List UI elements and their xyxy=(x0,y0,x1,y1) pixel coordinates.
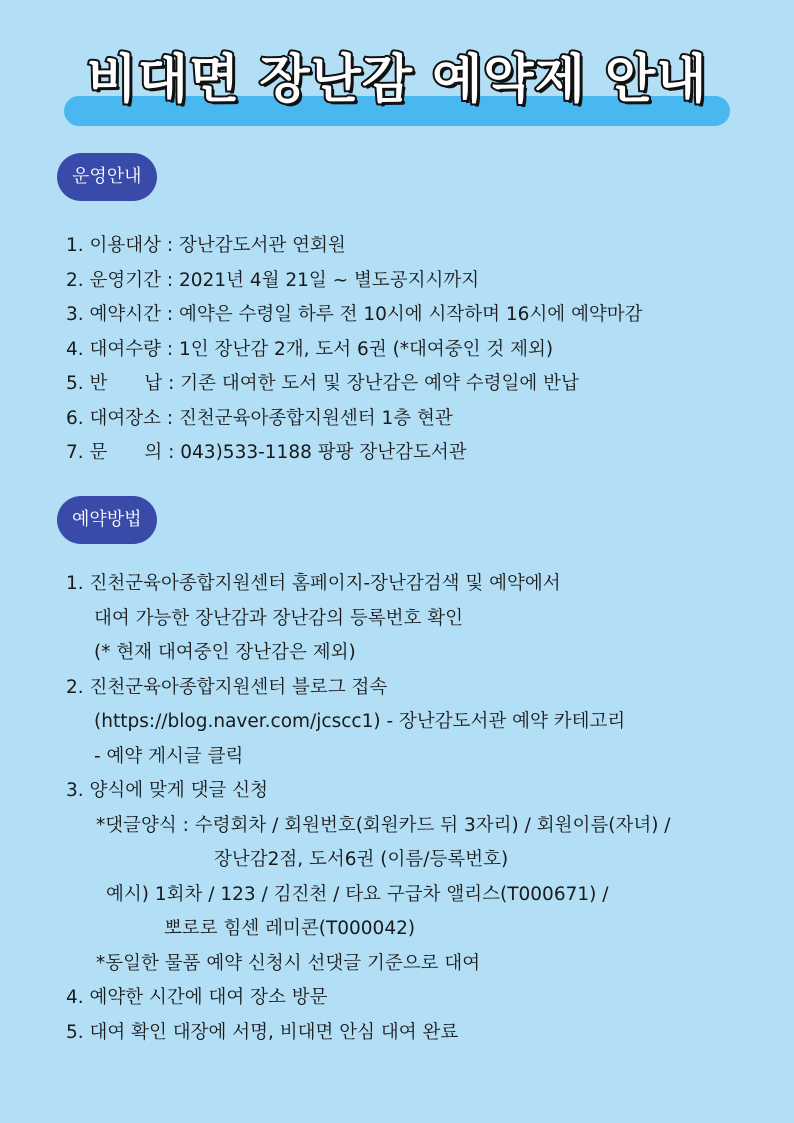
comment-format-continuation: 장난감2점, 도서6권 (이름/등록번호) xyxy=(214,849,509,870)
section-badge-operation: 운영안내 xyxy=(57,153,157,201)
list-item: 1. 이용대상 : 장난감도서관 연회원 xyxy=(66,235,346,256)
operation-list xyxy=(66,229,643,471)
comment-format: *댓글양식 : 수령회차 / 회원번호(회원카드 뒤 3자리) / 회원이름(자녀) / xyxy=(96,814,671,836)
page-title: 비대면 장난감 예약제 안내 xyxy=(86,50,708,110)
list-item: 4. 예약한 시간에 대여 장소 방문 xyxy=(66,987,328,1008)
list-item: 3. 예약시간 : 예약은 수령일 하루 전 10시에 시작하며 16시에 예약마감 xyxy=(66,304,643,325)
list-item: 2. 운영기간 : 2021년 4월 21일 ~ 별도공지시까지 xyxy=(66,269,480,291)
list-item: 5. 반 납 : 기존 대여한 도서 및 장난감은 예약 수령일에 반납 xyxy=(66,373,579,394)
list-item-continuation: 대여 가능한 장난감과 장난감의 등록번호 확인 xyxy=(94,607,463,629)
method-list xyxy=(66,567,671,1050)
comment-example-continuation: 뽀로로 힘센 레미콘(T000042) xyxy=(164,918,416,939)
list-item: 5. 대여 확인 대장에 서명, 비대면 안심 대여 완료 xyxy=(66,1021,459,1043)
list-item: 2. 진천군육아종합지원센터 블로그 접속 xyxy=(66,676,388,698)
comment-note: *동일한 물품 예약 신청시 선댓글 기준으로 대여 xyxy=(96,952,481,974)
list-item: 4. 대여수량 : 1인 장난감 2개, 도서 6권 (*대여중인 것 제외) xyxy=(66,338,554,360)
title-area xyxy=(0,44,794,134)
list-item-continuation: (* 현재 대여중인 장난감은 제외) xyxy=(94,642,356,663)
section-badge-method: 예약방법 xyxy=(57,496,157,544)
list-item: 1. 진천군육아종합지원센터 홈페이지-장난감검색 및 예약에서 xyxy=(66,573,561,594)
list-item: 6. 대여장소 : 진천군육아종합지원센터 1층 현관 xyxy=(66,407,453,429)
comment-example: 예시) 1회차 / 123 / 김진천 / 타요 구급차 앨리스(T000671) / xyxy=(106,883,609,905)
list-item: 7. 문 의 : 043)533-1188 팡팡 장난감도서관 xyxy=(66,442,467,463)
list-item-continuation: - 예약 게시글 클릭 xyxy=(94,745,244,767)
list-item: 3. 양식에 맞게 댓글 신청 xyxy=(66,780,269,801)
list-item-continuation: (https://blog.naver.com/jcscc1) - 장난감도서관 예약 카테고리 xyxy=(94,711,626,732)
